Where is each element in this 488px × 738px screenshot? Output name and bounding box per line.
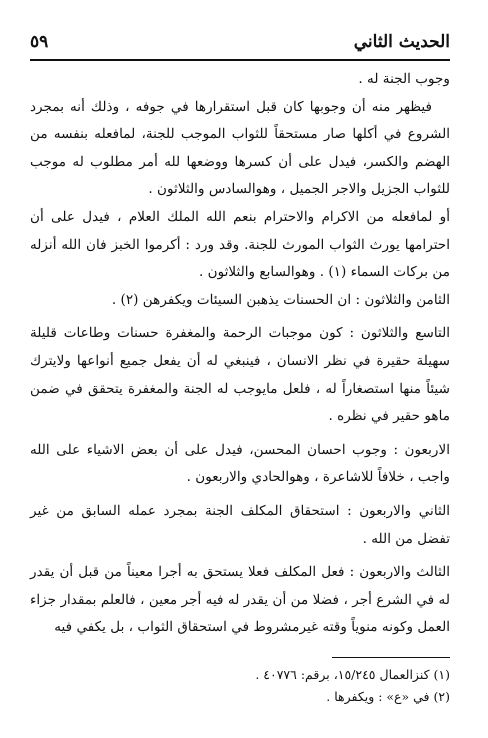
text-line: جزاء العمل وكونه منوياً وقته غيرمشروط في استحقاق الثواب ، بل يكفي فيه	[30, 591, 450, 636]
text-line: قليلة سهيلة حقيرة في نظر الانسان ، فينبغي له أن يفعل جميع أنواعها ولايترك	[30, 325, 450, 369]
text-line: الثامن والثلاثون : ان الحسنات يذهبن السيئات ويكفرهن (٢) .	[111, 291, 450, 308]
text-line: يقدر له في الشرع أجر ، فضلا من أن يقدر له فيه أجر معين ، فالعلم بمقدار	[30, 564, 450, 608]
footnote: (١) كنزالعمال ١٥/٢٤٥، برقم: ٤٠٧٧٦ .	[255, 667, 450, 682]
text-line: فيظهر منه أن وجوبها كان قبل استقرارها في جوفه ، وذلك أنه بمجرد	[30, 98, 432, 115]
running-title: الحديث الثاني	[353, 32, 450, 52]
text-line: الاربعون : وجوب احسان المحسن، فيدل على أن بعض الاشياء على الله	[30, 441, 450, 458]
text-line: أو لمافعله من الاكرام والاحترام بنعم الله الملك العلام ، فيدل على أن	[30, 208, 450, 225]
page-number: ٥٩	[30, 32, 49, 52]
text-line: والاجر الجميل ، وهوالسادس والثلاثون .	[148, 181, 367, 198]
paragraph	[30, 437, 450, 492]
paragraph	[30, 94, 450, 204]
text-line: الشروع في أكلها صار مستحقاً للثواب الموجب للجنة، لمافعله بنفسه من الهضم	[30, 126, 450, 170]
page-body	[30, 66, 450, 642]
text-line: من بركات السماء (١) . وهوالسابع والثلاثون .	[198, 264, 450, 281]
footnote-rule	[332, 657, 450, 658]
text-line: تفضل من الله .	[362, 530, 450, 547]
text-line: والكسر، فيدل على أن كسرها ووضعها لله أمر مطلوب له موجب للثواب الجزيل	[30, 153, 450, 198]
paragraph	[30, 559, 450, 642]
text-line: الثالث والاربعون : فعل المكلف فعلا يستحق به أجرا معيناً من قبل أن	[59, 564, 450, 581]
text-line: التاسع والثلاثون : كون موجبات الرحمة والمغفرة حسنات وطاعات	[63, 325, 450, 342]
paragraph	[30, 498, 450, 553]
text-line: وجوب الجنة له .	[358, 71, 450, 87]
page-header	[30, 22, 450, 52]
paragraph	[30, 66, 450, 94]
text-line: الثاني والاربعون : استحقاق المكلف الجنة بمجرد عمله السابق من غير	[30, 502, 450, 519]
paragraph	[30, 287, 450, 315]
paragraph	[30, 204, 450, 287]
header-rule	[30, 59, 450, 61]
footnote: (٢) في «ع» : ويكفرها .	[326, 689, 450, 704]
text-line: حقير في نظره .	[328, 408, 421, 425]
paragraph	[30, 320, 450, 430]
text-line: شيئاً منها استصغاراً له ، فلعل مايوجب له الجنة والمغفرة يتحقق في ضمن ماهو	[30, 380, 450, 425]
text-line: احترامها يورث الثواب المورث للجنة. وقد ورد : أكرموا الخبز فان الله أنزله	[30, 236, 450, 253]
footnotes	[200, 664, 450, 708]
text-line: واجب ، خلافاً للاشاعرة ، وهوالحادي والاربعون .	[186, 469, 450, 486]
